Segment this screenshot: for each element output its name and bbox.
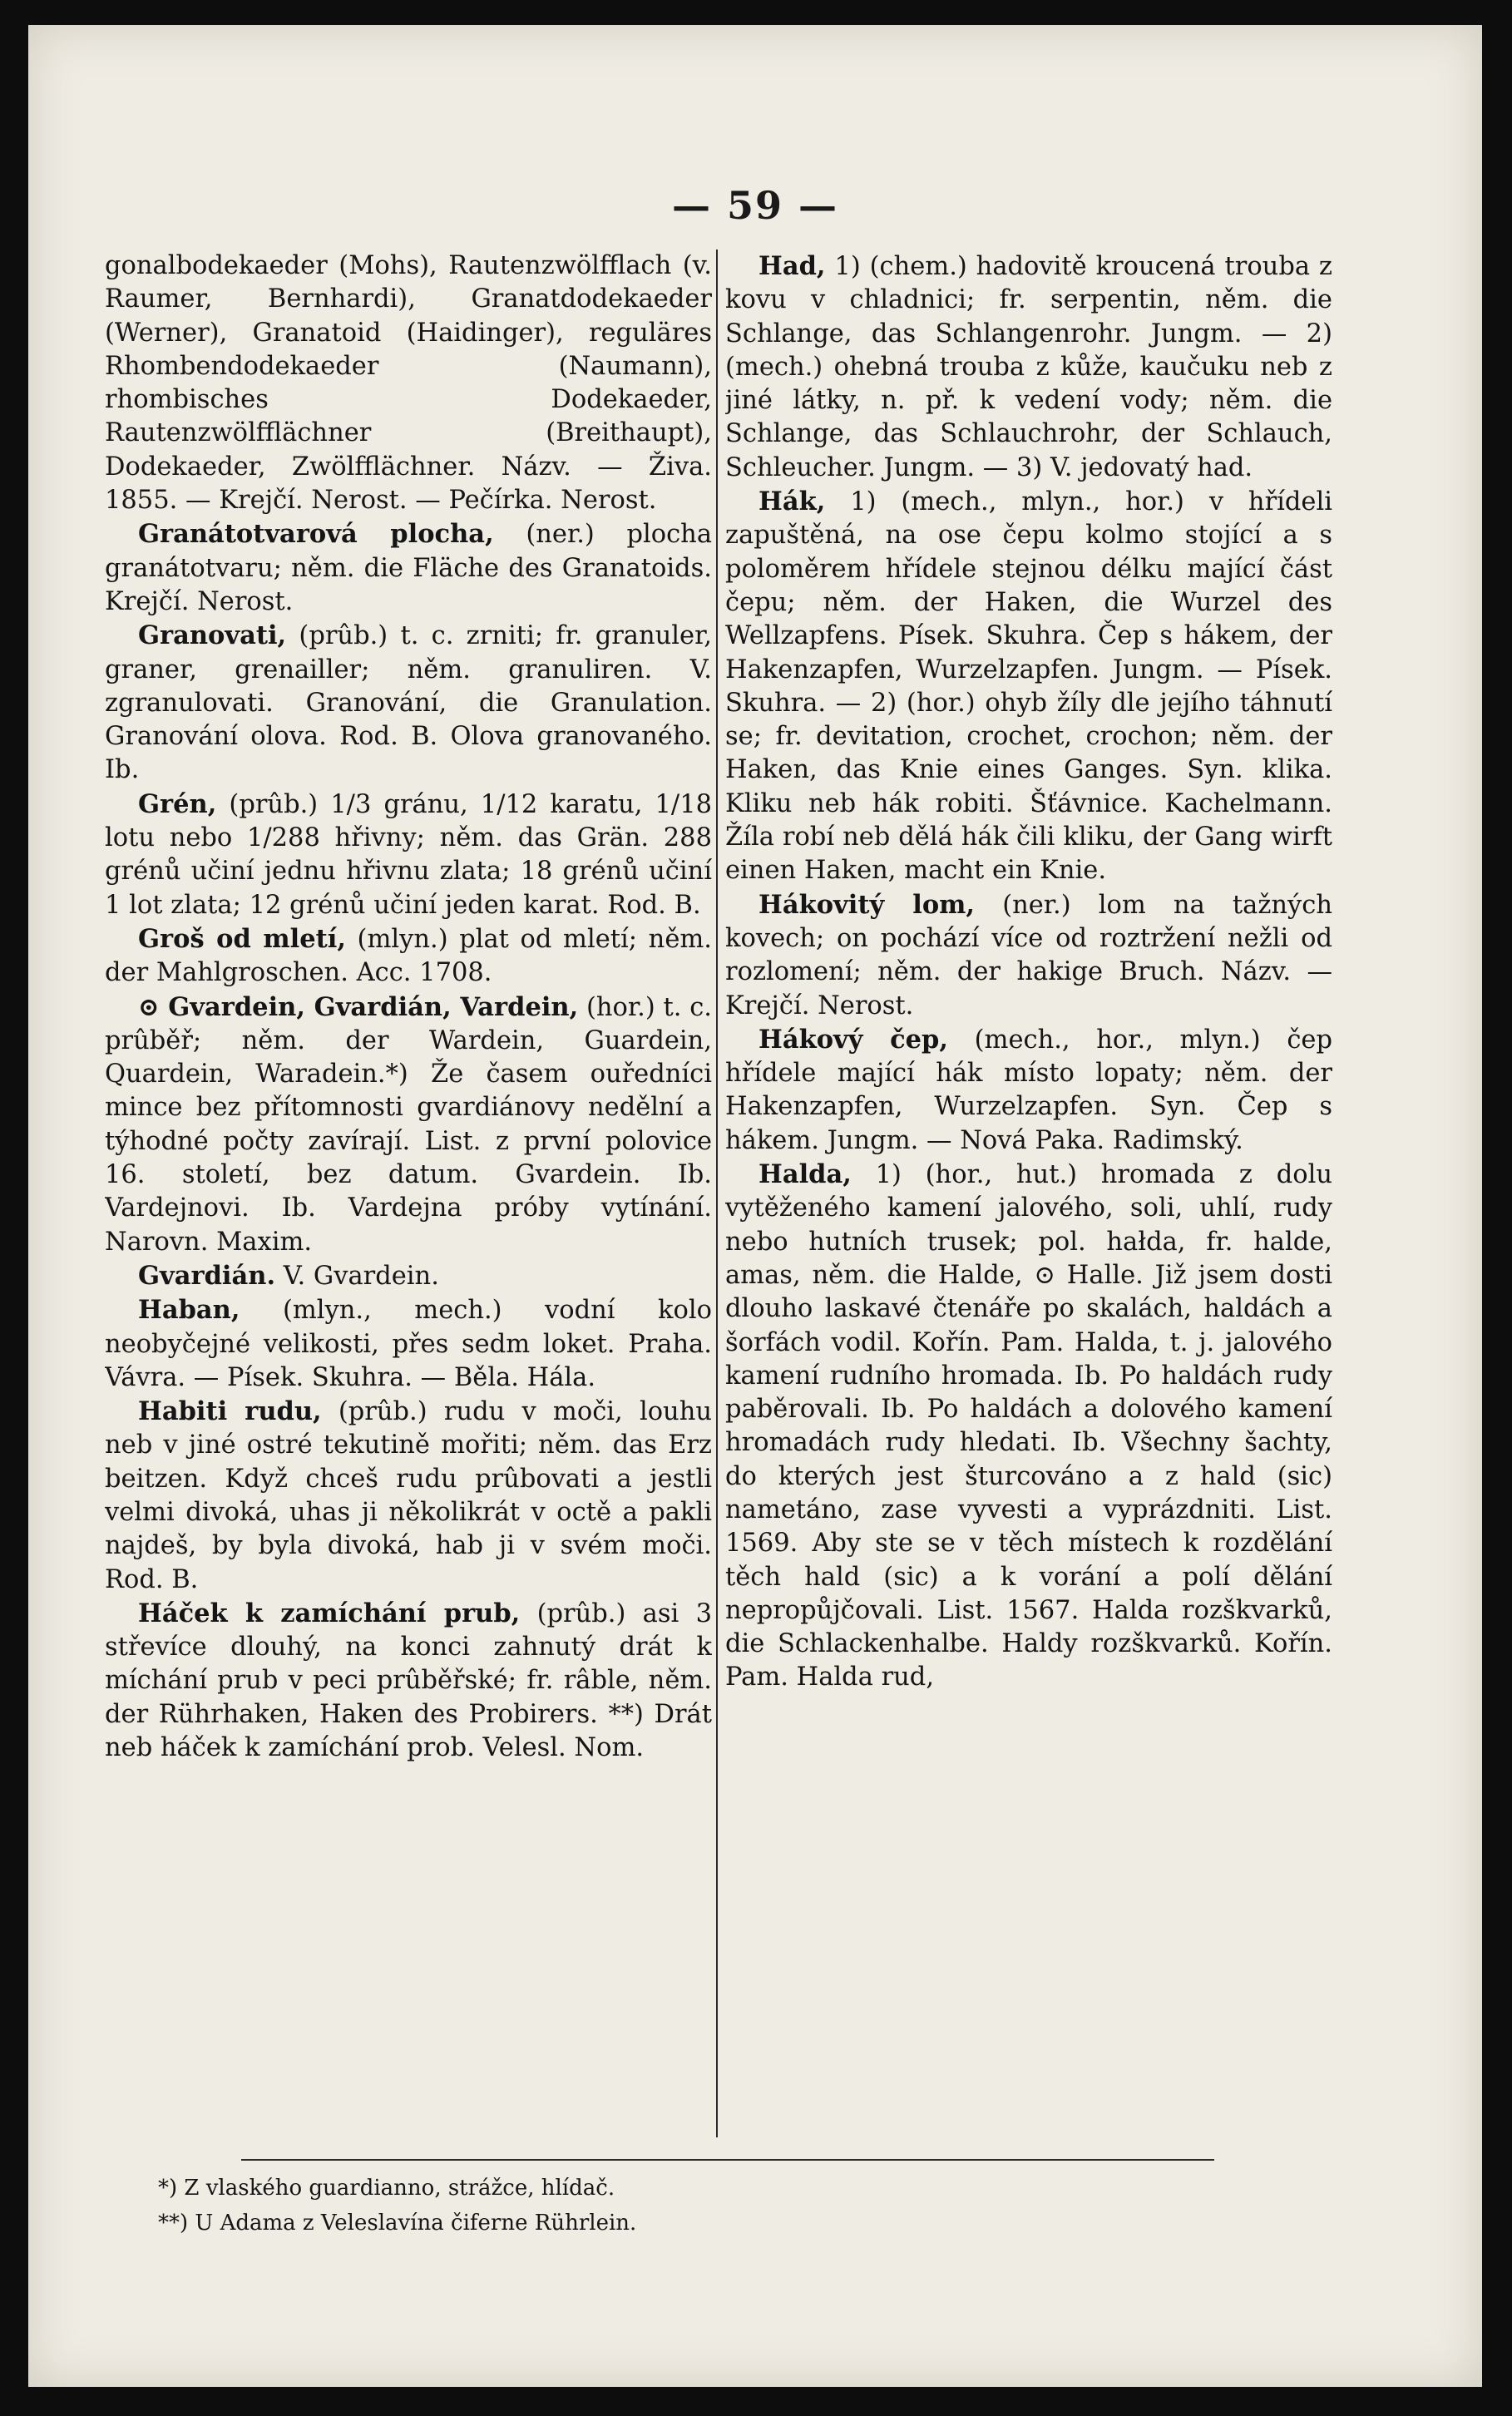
entry	[725, 1158, 1332, 1695]
entry-headword: Habiti rudu,	[138, 1396, 322, 1427]
entry-headword: Háček k zamíchání prub,	[138, 1598, 521, 1628]
entry-text: (mlyn., mech.) vodní kolo neobyčejné velikosti, přes sedm loket. Praha. Vávra. — Písek. Skuhra. — Běla. Hála.	[105, 1296, 712, 1392]
entry	[105, 1597, 712, 1765]
entry-headword: Had,	[758, 251, 826, 281]
entry-text: (prûb.) asi 3 střevíce dlouhý, na konci zahnutý drát k míchání prub v peci prûběřské; fr. râble, něm. der Rührhaken, Haken des Probirers. **) Drát neb háček k zamíchání prob. Velesl. Nom.	[105, 1598, 712, 1763]
footnote: *) Z vlaského guardianno, strážce, hlídač.	[158, 2176, 615, 2201]
entry-text: (prûb.) rudu v moči, louhu neb v jiné ostré tekutině mořiti; něm. das Erz beitzen. Když chceš rudu prûbovati a jestli velmi divoká, uhas ji několikrát v octě a pakli najdeš, by byla divoká, hab ji v svém moči. Rod. B.	[105, 1397, 712, 1594]
entry	[105, 619, 712, 787]
entry	[725, 485, 1332, 888]
entry-text: (mlyn.) plat od mletí; něm. der Mahlgroschen. Acc. 1708.	[105, 924, 712, 988]
entry-text: (ner.) lom na tažných kovech; on pochází více od roztržení nežli od rozlomení; něm. der hakige Bruch. Názv. — Krejčí. Nerost.	[725, 890, 1332, 1020]
entry-headword: Granátotvarová plocha,	[138, 519, 494, 550]
entry-text: (hor.) t. c. prûběř; něm. der Wardein, Guardein, Quardein, Waradein.*) Že časem ouředníci mince bez přítomnosti gvardiánovy nedělní a týhodné počty zavírají. List. z první polovice 16. století, bez datum. Gvardein. Ib. Vardejnovi. Ib. Vardejna próby vytínání. Narovn. Maxim.	[105, 992, 712, 1257]
entry-text: gonalbodekaeder (Mohs), Rautenzwölfflach (v. Raumer, Bernhardi), Granatdodekaeder (Werner), Granatoid (Haidinger), reguläres Rhombendodekaeder (Naumann), rhombisches Dodekaeder, Rautenzwölfflächner (Breithaupt), Dodekaeder, Zwölfflächner. Názv. — Živa. 1855. — Krejčí. Nerost. — Pečírka. Nerost.	[105, 251, 712, 516]
page-number: — 59 —	[671, 183, 839, 228]
entry-headword: Hákový čep,	[758, 1024, 948, 1055]
entry	[105, 1293, 712, 1395]
entry-text: 1) (hor., hut.) hromada z dolu vytěženého kamení jalového, soli, uhlí, rudy nebo hutních trusek; pol. hałda, fr. halde, amas, něm. die Halde, ⊙ Halle. Již jsem dosti dlouho laskavé čtenáře po skalách, haldách a šorfách vodil. Kořín. Pam. Halda, t. j. jalového kamení rudního hromada. Ib. Po haldách rudy paběrovali. Ib. Po haldách a dolového kamení hromadách rudy hledati. Ib. Všechny šachty, do kterých jest šturcováno a z hald (sic) nametáno, zase vyvesti a vyprázdniti. List. 1569. Aby ste se v těch místech k rozdělání těch hald (sic) a k vorání a polí dělání nepropůjčovali. List. 1567. Halda rozškvarků, die Schlackenhalbe. Haldy rozškvarků. Kořín. Pam. Halda rud,	[725, 1160, 1332, 1692]
entry-headword: Gvardián.	[138, 1260, 276, 1291]
left-column	[105, 250, 712, 2137]
entry-text: (mech., hor., mlyn.) čep hřídele mající hák místo lopaty; něm. der Hakenzapfen, Wurzelzapfen. Syn. Čep s hákem. Jungm. — Nová Paka. Radimský.	[725, 1025, 1332, 1155]
entry-text: (ner.) plocha granátotvaru; něm. die Fläche des Granatoids. Krejčí. Nerost.	[105, 520, 712, 616]
entry	[725, 1023, 1332, 1158]
entry-headword: Groš od mletí,	[138, 923, 346, 954]
entry-text: (prûb.) 1/3 gránu, 1/12 karatu, 1/18 lotu nebo 1/288 hřivny; něm. das Grän. 288 grénů učiní jednu hřivnu zlata; 18 grénů učiní 1 lot zlata; 12 grénů učiní jeden karat. Rod. B.	[105, 789, 712, 920]
entry-headword: Grén,	[138, 788, 217, 819]
entry-headword: Granovati,	[138, 620, 287, 651]
entry-headword: Hákovitý lom,	[758, 889, 976, 920]
entry	[725, 250, 1332, 485]
right-column	[725, 250, 1332, 2137]
entry	[105, 788, 712, 922]
footnote-divider	[241, 2159, 1214, 2161]
entry	[105, 922, 712, 991]
footnotes	[158, 2171, 1322, 2241]
entry-text: V. Gvardein.	[275, 1261, 439, 1291]
entry-text: 1) (mech., mlyn., hor.) v hřídeli zapuštěná, na ose čepu kolmo stojící a s poloměrem hřídele stejnou délku mající část čepu; něm. der Haken, die Wurzel des Wellzapfens. Písek. Skuhra. Čep s hákem, der Hakenzapfen, Wurzelzapfen. Jungm. — Písek. Skuhra. — 2) (hor.) ohyb žíly dle jejího táhnutí se; fr. devitation, crochet, crochon; něm. der Haken, das Knie eines Ganges. Syn. klika. Kliku neb hák robiti. Šťávnice. Kachelmann. Žíla robí neb dělá hák čili kliku, der Gang wirft einen Haken, macht ein Knie.	[725, 487, 1332, 886]
entry-headword: Hák,	[758, 487, 826, 517]
entry	[105, 1259, 712, 1293]
entry	[105, 1395, 712, 1597]
entry-text: (prûb.) t. c. zrniti; fr. granuler, graner, grenailler; něm. granuliren. V. zgranulovati. Granování, die Granulation. Granování olova. Rod. B. Olova granovaného. Ib.	[105, 621, 712, 785]
entry-text: 1) (chem.) hadovitě kroucená trouba z kovu v chladnici; fr. serpentin, něm. die Schlange, das Schlangenrohr. Jungm. — 2) (mech.) ohebná trouba z kůže, kaučuku neb z jiné látky, n. př. k vedení vody; něm. die Schlange, das Schlauchrohr, der Schlauch, Schleucher. Jungm. — 3) V. jedovatý had.	[725, 252, 1332, 482]
entry-headword: Halda,	[758, 1159, 852, 1190]
entry	[725, 888, 1332, 1023]
entry	[105, 991, 712, 1259]
entry-headword: ⊙ Gvardein, Gvardián, Vardein,	[138, 991, 579, 1022]
entry	[105, 250, 712, 517]
footnote: **) U Adama z Veleslavína čiferne Rührlein.	[158, 2211, 637, 2236]
column-divider	[716, 250, 718, 2137]
entry-headword: Haban,	[138, 1295, 240, 1326]
entry	[105, 517, 712, 619]
